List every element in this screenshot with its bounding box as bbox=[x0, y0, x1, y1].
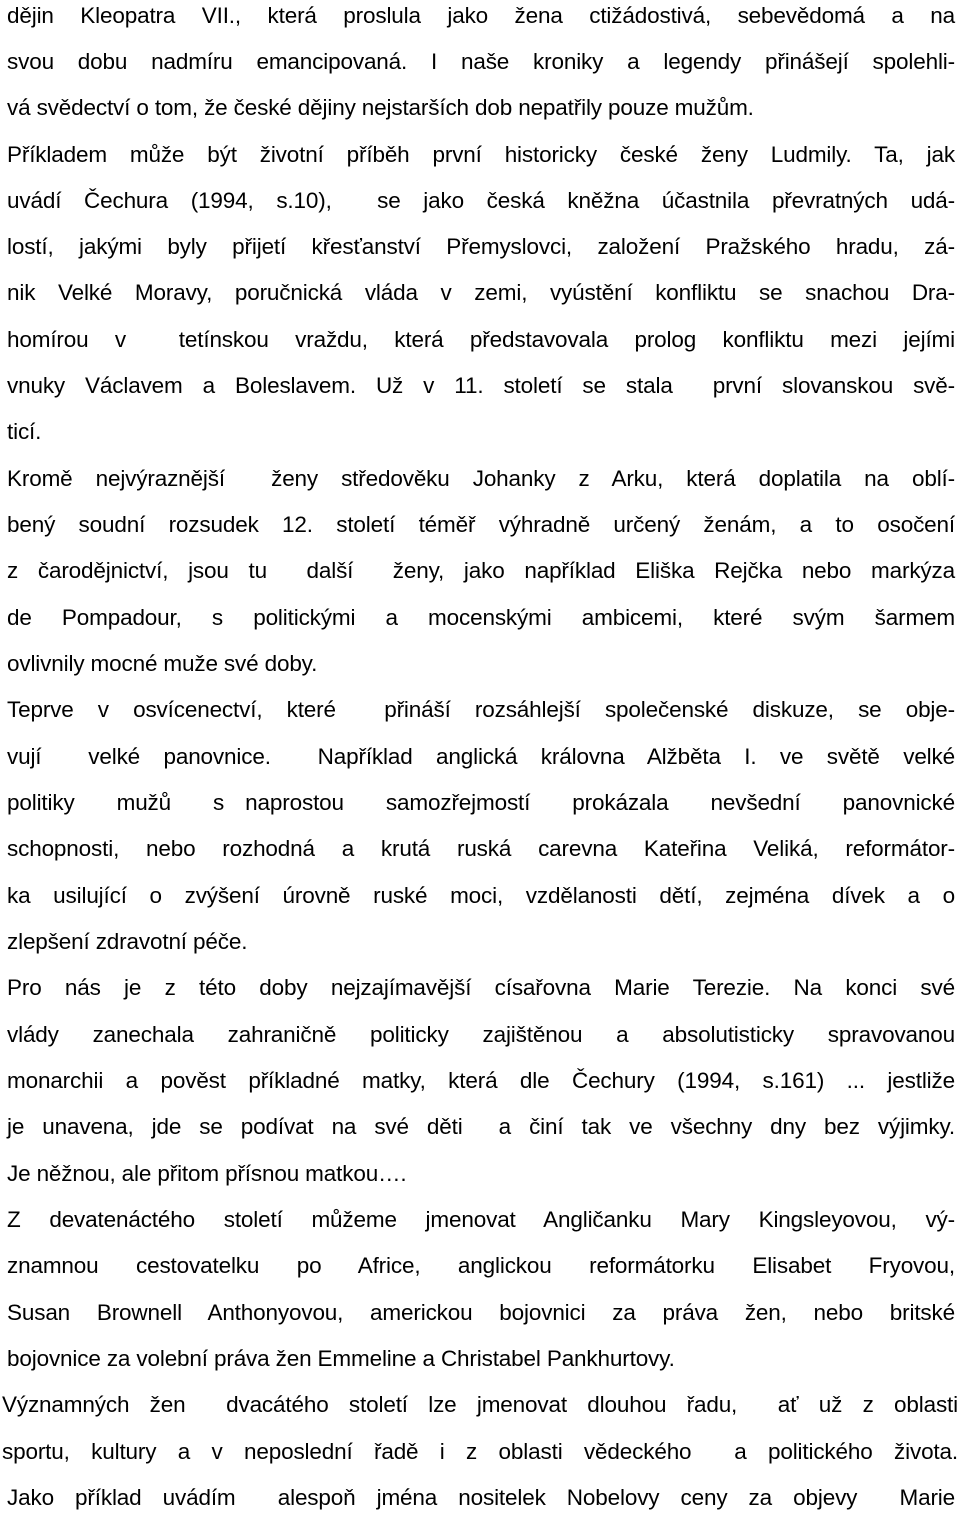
text-line: sportu, kultury a v neposlední řadě i z oblasti vědeckého a politického života. bbox=[2, 1439, 958, 1464]
text-line: vnuky Václavem a Boleslavem. Už v 11. století se stala první slovanskou svě- bbox=[7, 373, 955, 398]
text-line: bojovnice za volební práva žen Emmeline a Christabel Pankhurtovy. bbox=[7, 1346, 675, 1371]
text-line: ka usilující o zvýšení úrovně ruské moci, vzdělanosti dětí, zejména dívek a o bbox=[7, 883, 955, 908]
text-line: Jako příklad uvádím alespoň jména nositelek Nobelovy ceny za objevy Marie bbox=[7, 1485, 955, 1510]
text-line: Příkladem může být životní příběh první historicky české ženy Ludmily. Ta, jak bbox=[7, 142, 955, 167]
text-line: bený soudní rozsudek 12. století téměř výhradně určený ženám, a to osočení bbox=[7, 512, 955, 537]
text-line: zlepšení zdravotní péče. bbox=[7, 929, 248, 954]
text-line: politiky mužů s naprostou samozřejmostí prokázala nevšední panovnické bbox=[7, 790, 955, 815]
text-line: Významných žen dvacátého století lze jmenovat dlouhou řadu, ať už z oblasti bbox=[2, 1392, 958, 1417]
text-line: ticí. bbox=[7, 419, 42, 444]
text-line: Susan Brownell Anthonyovou, americkou bojovnici za práva žen, nebo britské bbox=[7, 1300, 955, 1325]
text-line: Z devatenáctého století můžeme jmenovat Angličanku Mary Kingsleyovou, vý- bbox=[7, 1207, 955, 1232]
text-line: Je něžnou, ale přitom přísnou matkou…. bbox=[7, 1161, 407, 1186]
text-line: vují velké panovnice. Například anglická královna Alžběta I. ve světě velké bbox=[7, 744, 955, 769]
text-line: dějin Kleopatra VII., která proslula jako žena ctižádostivá, sebevědomá a na bbox=[7, 3, 955, 28]
text-line: schopnosti, nebo rozhodná a krutá ruská carevna Kateřina Veliká, reformátor- bbox=[7, 836, 955, 861]
text-line: lostí, jakými byly přijetí křesťanství Přemyslovci, založení Pražského hradu, zá- bbox=[7, 234, 955, 259]
text-line: homírou v tetínskou vraždu, která představovala prolog konfliktu mezi jejími bbox=[7, 327, 955, 352]
text-line: uvádí Čechura (1994, s.10), se jako česká kněžna účastnila převratných udá- bbox=[7, 188, 955, 213]
text-line: svou dobu nadmíru emancipovaná. I naše kroniky a legendy přinášejí spolehli- bbox=[7, 49, 955, 74]
text-line: z čarodějnictví, jsou tu další ženy, jako například Eliška Rejčka nebo markýza bbox=[7, 558, 955, 583]
text-line: de Pompadour, s politickými a mocenskými ambicemi, které svým šarmem bbox=[7, 605, 955, 630]
text-line: je unavena, jde se podívat na své děti a činí tak ve všechny dny bez výjimky. bbox=[7, 1114, 955, 1139]
text-line: Kromě nejvýraznější ženy středověku Johanky z Arku, která doplatila na oblí- bbox=[7, 466, 955, 491]
text-line: Pro nás je z této doby nejzajímavější císařovna Marie Terezie. Na konci své bbox=[7, 975, 955, 1000]
text-line: Teprve v osvícenectví, které přináší rozsáhlejší společenské diskuze, se obje- bbox=[7, 697, 955, 722]
text-line: vlády zanechala zahraničně politicky zajištěnou a absolutisticky spravovanou bbox=[7, 1022, 955, 1047]
text-line: znamnou cestovatelku po Africe, anglickou reformátorku Elisabet Fryovou, bbox=[7, 1253, 955, 1278]
text-line: ovlivnily mocné muže své doby. bbox=[7, 651, 318, 676]
text-line: nik Velké Moravy, poručnická vláda v zemi, vyústění konfliktu se snachou Dra- bbox=[7, 280, 955, 305]
text-line: monarchii a pověst příkladné matky, která dle Čechury (1994, s.161) ... jestliže bbox=[7, 1068, 955, 1093]
text-line: vá svědectví o tom, že české dějiny nejstarších dob nepatřily pouze mužům. bbox=[7, 95, 754, 120]
